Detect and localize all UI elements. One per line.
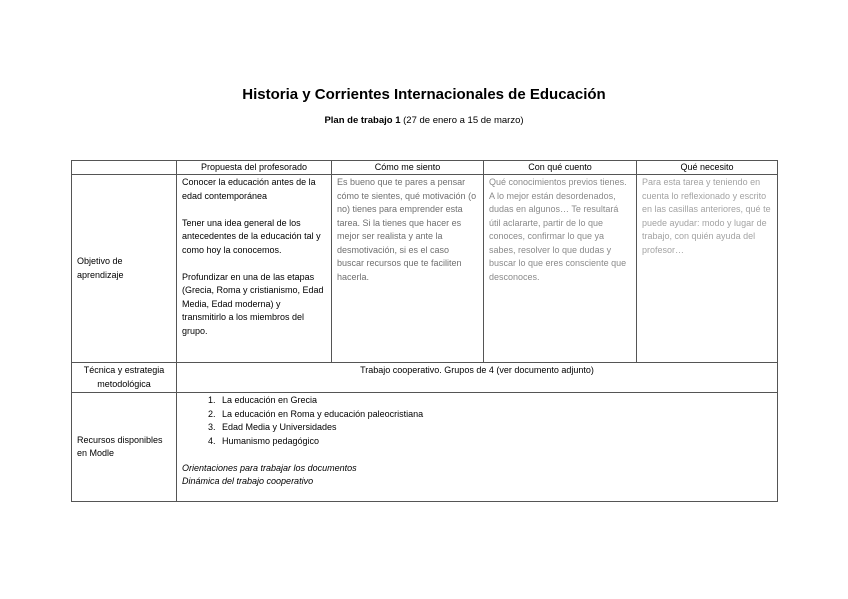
con-que-cuento-cell: Qué conocimientos previos tienes. A lo mejor están desordenados, dudas en algunos… Te resultará útil aclararte, partir de lo que conoces, confirmar lo que ya sabes, resolver lo que dudas y buscar lo que eres consciente que desconoces. [484, 175, 637, 363]
header-como-me-siento: Cómo me siento [332, 161, 484, 175]
header-que-necesito: Qué necesito [637, 161, 778, 175]
tecnica-row [72, 363, 778, 393]
tecnica-label: Técnica y estrategia metodológica [72, 363, 177, 393]
objetivo-label: Objetivo de aprendizaje [72, 175, 177, 363]
como-me-siento-cell: Es bueno que te pares a pensar cómo te sientes, qué motivación (o no) tienes para emprender esta tarea. Si la tienes que hacer es mejor ser realista y ante la desmotivación, si es el caso buscar recursos que te faciliten hacerla. [332, 175, 484, 363]
recursos-cell [177, 393, 778, 502]
objetivo-propuesta-cell [177, 175, 332, 363]
recursos-label: Recursos disponibles en Modle [72, 393, 177, 502]
header-con-que-cuento: Con qué cuento [484, 161, 637, 175]
objetivo-paragraph: Tener una idea general de los antecedentes de la educación tal y como hoy la conocemos. [182, 217, 321, 255]
recurso-item[interactable]: 3. Edad Media y Universidades [218, 421, 772, 435]
plan-table [71, 160, 778, 502]
objetivo-paragraph: Conocer la educación antes de la edad contemporánea [182, 177, 316, 201]
header-propuesta: Propuesta del profesorado [177, 161, 332, 175]
plan-dates: (27 de enero a 15 de marzo) [403, 115, 524, 126]
que-necesito-cell: Para esta tarea y teniendo en cuenta lo reflexionado y escrito en las casillas anteriores, qué te puede ayudar: modo y lugar de trabajo, con quién ayuda del profesor… [637, 175, 778, 363]
objetivo-row [72, 175, 778, 363]
orientaciones-link[interactable]: Orientaciones para trabajar los documentos [182, 462, 357, 473]
plan-label: Plan de trabajo 1 [324, 115, 401, 126]
page-title: Historia y Corrientes Internacionales de Educación [242, 86, 606, 103]
recurso-item[interactable]: 1. La educación en Grecia [218, 394, 772, 408]
dinamica-link[interactable]: Dinámica del trabajo cooperativo [182, 476, 314, 486]
header-row [72, 161, 778, 175]
header-empty-cell [72, 161, 177, 175]
recursos-list [182, 394, 772, 448]
recurso-item[interactable]: 2. La educación en Roma y educación paleocristiana [218, 408, 772, 422]
recurso-item[interactable]: 4. Humanismo pedagógico [218, 435, 772, 449]
plan-subtitle [0, 115, 848, 126]
recursos-row [72, 393, 778, 502]
tecnica-value: Trabajo cooperativo. Grupos de 4 (ver documento adjunto) [177, 363, 778, 393]
objetivo-paragraph: Profundizar en una de las etapas (Grecia, Roma y cristianismo, Edad Media, Edad moderna) y transmitirlo a los miembros del grupo. [182, 271, 324, 336]
